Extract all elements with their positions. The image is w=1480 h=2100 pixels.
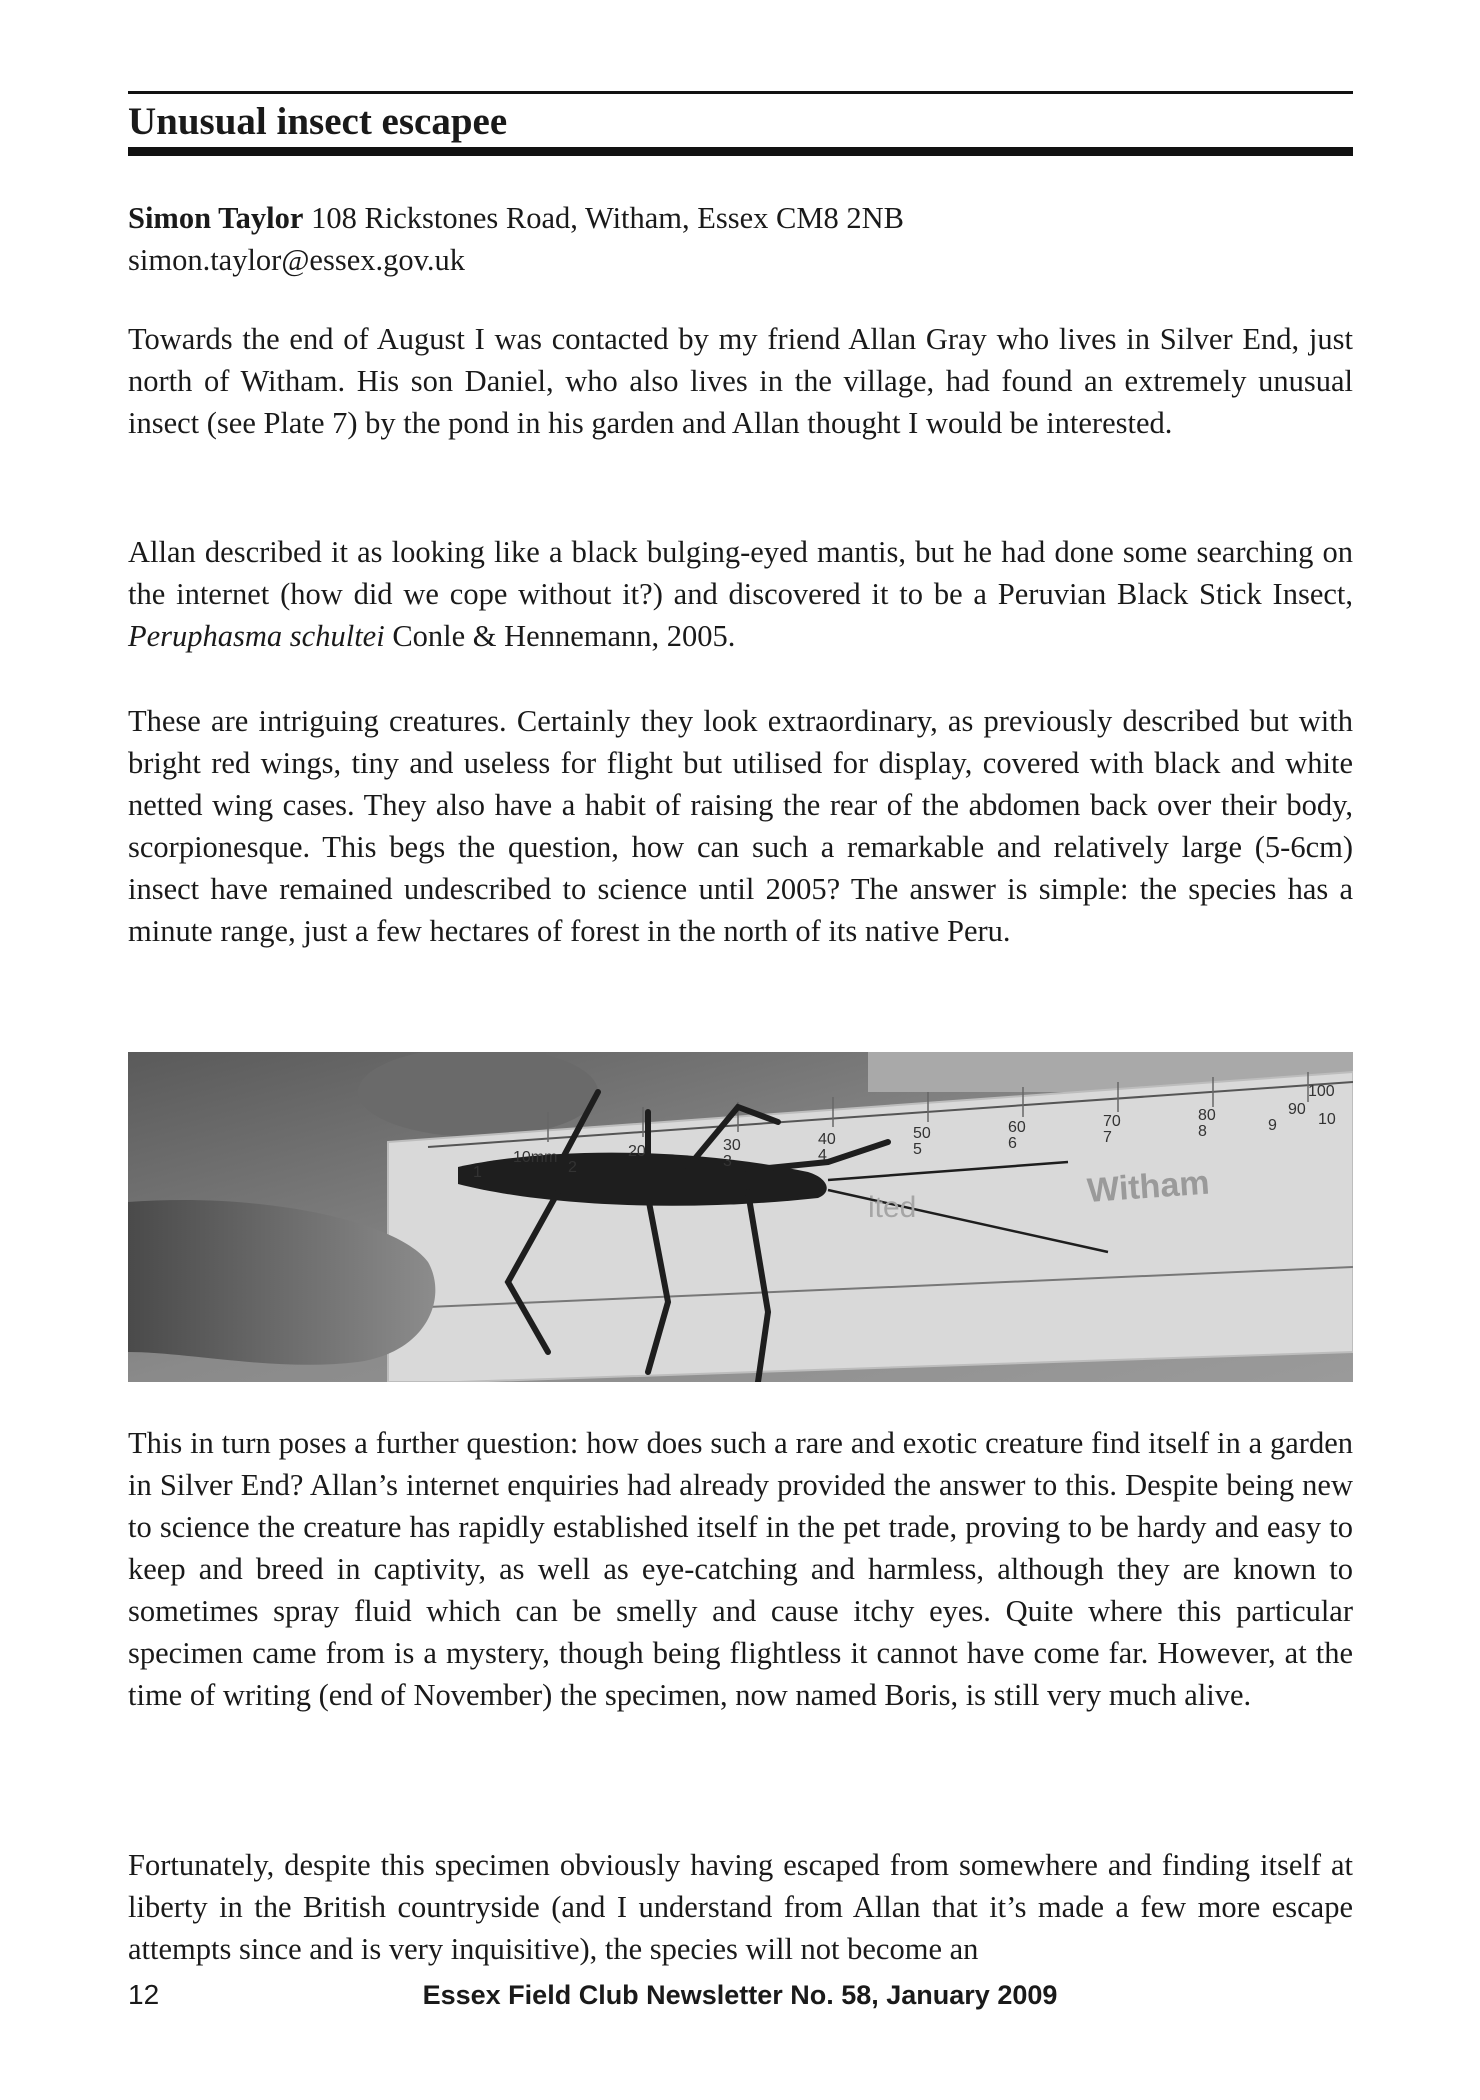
ruler-brand-text: Witham	[1085, 1163, 1211, 1210]
ruler-number: 50	[913, 1125, 931, 1142]
paragraph-2-text-b: Conle & Hennemann, 2005.	[384, 619, 736, 653]
paragraph-4: This in turn poses a further question: how does such a rare and exotic creature find itself in a garden in Silver End? Allan’s internet enquiries had already provided the answer to this. Despite being new to science the creature has rapidly established itself in the pet trade, proving to be hardy and easy to keep and breed in captivity, as well as eye-catching and harmless, although they are known to sometimes spray fluid which can be smelly and cause itchy eyes. Quite where this particular specimen came from is a mystery, though being flightless it cannot have come far. However, at the time of writing (end of November) the specimen, now named Boris, is still very much alive.	[128, 1426, 1353, 1712]
title-top-rule	[128, 91, 1353, 94]
author-email: simon.taylor@essex.gov.uk	[128, 243, 466, 277]
ruler-number: 5	[913, 1141, 922, 1158]
species-name: Peruphasma schultei	[128, 619, 385, 653]
ruler-partial-text: ited	[868, 1191, 917, 1224]
ruler-number: 10	[1318, 1111, 1336, 1128]
author-name: Simon Taylor	[128, 201, 304, 235]
ruler-number: 70	[1103, 1113, 1121, 1130]
ruler-number: 9	[1268, 1117, 1277, 1134]
ruler-number: 8	[1198, 1123, 1207, 1140]
ruler-number: 10mm	[513, 1149, 558, 1166]
ruler-number: 6	[1008, 1135, 1017, 1152]
ruler-number: 20	[628, 1143, 646, 1160]
author-block	[128, 197, 1353, 281]
ruler-number: 30	[723, 1137, 741, 1154]
ruler-number: 4	[818, 1147, 827, 1164]
paragraph-5: Fortunately, despite this specimen obviously having escaped from somewhere and finding itself at liberty in the British countryside (and I understand from Allan that it’s made a few more escape attempts since and is very inquisitive), the species will not become an	[128, 1848, 1353, 1966]
ruler-number: 80	[1198, 1107, 1216, 1124]
paragraph-3: These are intriguing creatures. Certainly they look extraordinary, as previously described but with bright red wings, tiny and useless for flight but utilised for display, covered with black and white netted wing cases. They also have a habit of raising the rear of the abdomen back over their body, scorpionesque. This begs the question, how can such a remarkable and relatively large (5-6cm) insect have remained undescribed to science until 2005? The answer is simple: the species has a minute range, just a few hectares of forest in the north of its native Peru.	[128, 704, 1353, 948]
ruler-number: 90	[1288, 1101, 1306, 1118]
paragraph-1: Towards the end of August I was contacted by my friend Allan Gray who lives in Silver End, just north of Witham. His son Daniel, who also lives in the village, had found an extremely unusual insect (see Plate 7) by the pond in his garden and Allan thought I would be interested.	[128, 322, 1353, 440]
ruler-number: 7	[1103, 1129, 1112, 1146]
author-address: 108 Rickstones Road, Witham, Essex CM8 2NB	[303, 201, 905, 235]
ruler-number: 2	[568, 1159, 577, 1176]
page-number: 12	[128, 1979, 160, 2010]
ruler-number: 100	[1308, 1083, 1335, 1100]
ruler-number: 60	[1008, 1119, 1026, 1136]
stick-insect-photo	[128, 1052, 1353, 1382]
photo-illustration	[128, 1052, 1353, 1382]
title-bottom-rule	[128, 147, 1353, 156]
publication-footer: Essex Field Club Newsletter No. 58, January 2009	[422, 1980, 1058, 2010]
ruler-number: 3	[723, 1153, 732, 1170]
ruler-number: 1	[473, 1164, 482, 1181]
paragraph-2	[128, 531, 1353, 657]
ruler-number: 40	[818, 1131, 836, 1148]
paragraph-2-text-a: Allan described it as looking like a black bulging-eyed mantis, but he had done some searching on the internet (how did we cope without it?) and discovered it to be a Peruvian Black Stick Insect,	[128, 535, 1353, 611]
article-title: Unusual insect escapee	[128, 100, 508, 143]
